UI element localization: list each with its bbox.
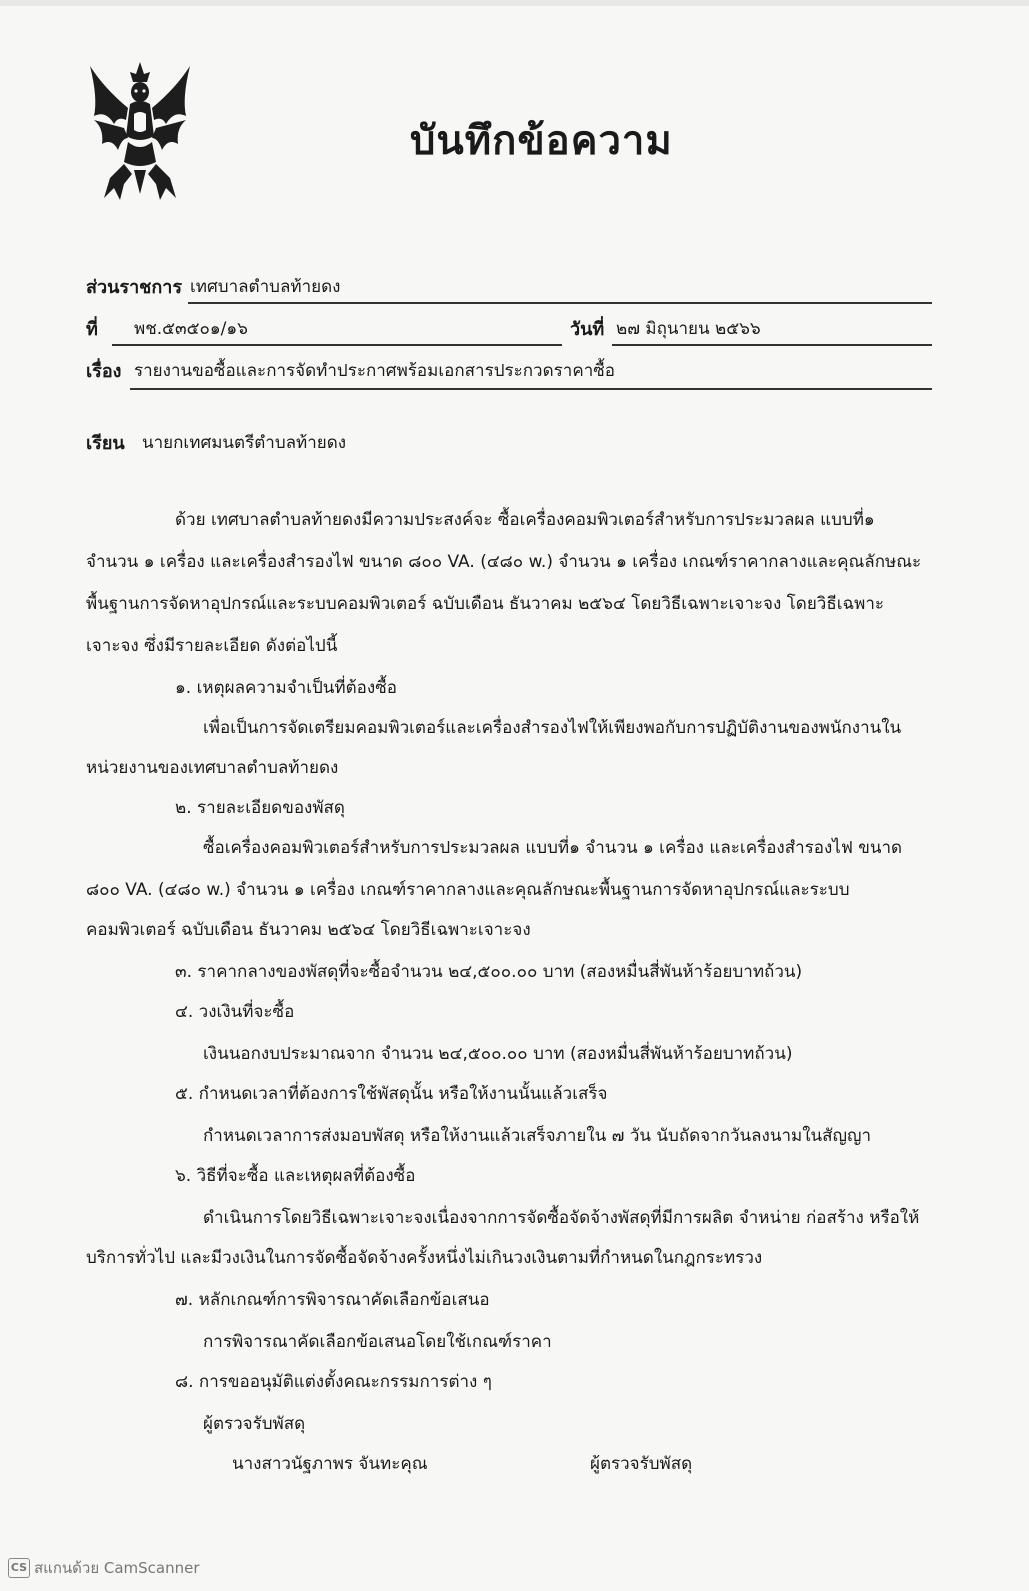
section-6-line-2: บริการทั่วไป และมีวงเงินในการจัดซื้อจัดจ้างครั้งหนึ่งไม่เกินวงเงินตามที่กำหนดในกฎกระทรวง [86,1248,763,1268]
reference-underline [112,344,562,346]
committee-member-role: ผู้ตรวจรับพัสดุ [590,1454,693,1474]
section-7-line-1: การพิจารณาคัดเลือกข้อเสนอโดยใช้เกณฑ์ราคา [203,1332,552,1352]
department-underline [188,302,932,304]
section-3-heading: ๓. ราคากลางของพัสดุที่จะซื้อจำนวน ๒๔,๕๐๐.๐๐ บาท (สองหมื่นสี่พันห้าร้อยบาทถ้วน) [175,962,803,982]
scanner-watermark-text: สแกนด้วย CamScanner [34,1559,200,1577]
section-4-line-1: เงินนอกงบประมาณจาก จำนวน ๒๔,๕๐๐.๐๐ บาท (สองหมื่นสี่พันห้าร้อยบาทถ้วน) [203,1044,793,1064]
addressee-row [86,424,936,458]
section-2-line-3: คอมพิวเตอร์ ฉบับเดือน ธันวาคม ๒๕๖๔ โดยวิธีเฉพาะเจาะจง [86,920,531,940]
scan-edge [0,0,1029,6]
section-8-subheading: ผู้ตรวจรับพัสดุ [203,1414,306,1434]
subject-underline [130,388,932,390]
document-title: บันทึกข้อความ [410,118,673,164]
section-6-line-1: ดำเนินการโดยวิธีเฉพาะเจาะจงเนื่องจากการจัดซื้อจัดจ้างพัสดุที่มีการผลิต จำหน่าย ก่อสร้าง หรือให้ [203,1208,920,1228]
intro-line-4: เจาะจง ซึ่งมีรายละเอียด ดังต่อไปนี้ [86,636,338,656]
intro-line-3: พื้นฐานการจัดหาอุปกรณ์และระบบคอมพิวเตอร์ ฉบับเดือน ธันวาคม ๒๕๖๔ โดยวิธีเฉพาะเจาะจง โดยวิธีเฉพาะ [86,594,884,614]
department-value: เทศบาลตำบลท้ายดง [190,277,341,297]
section-6-heading: ๖. วิธีที่จะซื้อ และเหตุผลที่ต้องซื้อ [175,1166,416,1186]
section-5-line-1: กำหนดเวลาการส่งมอบพัสดุ หรือให้งานแล้วเสร็จภายใน ๗ วัน นับถัดจากวันลงนามในสัญญา [203,1126,872,1146]
date-value: ๒๗ มิถุนายน ๒๕๖๖ [616,319,761,339]
section-1-line-1: เพื่อเป็นการจัดเตรียมคอมพิวเตอร์และเครื่องสำรองไฟให้เพียงพอกับการปฏิบัติงานของพนักงานใน [203,718,902,738]
section-2-heading: ๒. รายละเอียดของพัสดุ [175,798,345,818]
camscanner-logo-icon: CS [8,1558,30,1578]
addressee-label: เรียน [86,433,125,454]
date-underline [612,344,932,346]
date-label: วันที่ [570,319,605,340]
reference-value: พช.๕๓๕๐๑/๑๖ [134,319,248,339]
section-2-line-2: ๘๐๐ VA. (๔๘๐ w.) จำนวน ๑ เครื่อง เกณฑ์ราคากลางและคุณลักษณะพื้นฐานการจัดหาอุปกรณ์และระบบ [86,880,850,900]
subject-value: รายงานขอซื้อและการจัดทำประกาศพร้อมเอกสารประกวดราคาซื้อ [134,361,615,381]
section-7-heading: ๗. หลักเกณฑ์การพิจารณาคัดเลือกข้อเสนอ [175,1290,490,1310]
intro-line-1: ด้วย เทศบาลตำบลท้ายดงมีความประสงค์จะ ซื้อเครื่องคอมพิวเตอร์สำหรับการประมวลผล แบบที่๑ [175,510,875,530]
section-4-heading: ๔. วงเงินที่จะซื้อ [175,1002,295,1022]
subject-row [86,352,936,386]
reference-label: ที่ [86,319,98,340]
department-label: ส่วนราชการ [86,277,183,298]
intro-line-2: จำนวน ๑ เครื่อง และเครื่องสำรองไฟ ขนาด ๘๐๐ VA. (๔๘๐ w.) จำนวน ๑ เครื่อง เกณฑ์ราคากลางและคุณลักษณะ [86,552,922,572]
department-row [86,268,936,302]
section-5-heading: ๕. กำหนดเวลาที่ต้องการใช้พัสดุนั้น หรือให้งานนั้นแล้วเสร็จ [175,1084,608,1104]
section-8-heading: ๘. การขออนุมัติแต่งตั้งคณะกรรมการต่าง ๆ [175,1372,492,1392]
section-1-line-2: หน่วยงานของเทศบาลตำบลท้ายดง [86,758,339,778]
reference-row [86,310,936,344]
garuda-emblem-icon [84,58,196,208]
section-1-heading: ๑. เหตุผลความจำเป็นที่ต้องซื้อ [175,678,397,698]
subject-label: เรื่อง [86,361,122,382]
section-2-line-1: ซื้อเครื่องคอมพิวเตอร์สำหรับการประมวลผล แบบที่๑ จำนวน ๑ เครื่อง และเครื่องสำรองไฟ ขนาด [203,838,903,858]
addressee-value: นายกเทศมนตรีตำบลท้ายดง [142,433,347,453]
scanner-watermark [8,1556,200,1580]
committee-member-name: นางสาวนัฐภาพร จันทะคุณ [232,1454,428,1474]
